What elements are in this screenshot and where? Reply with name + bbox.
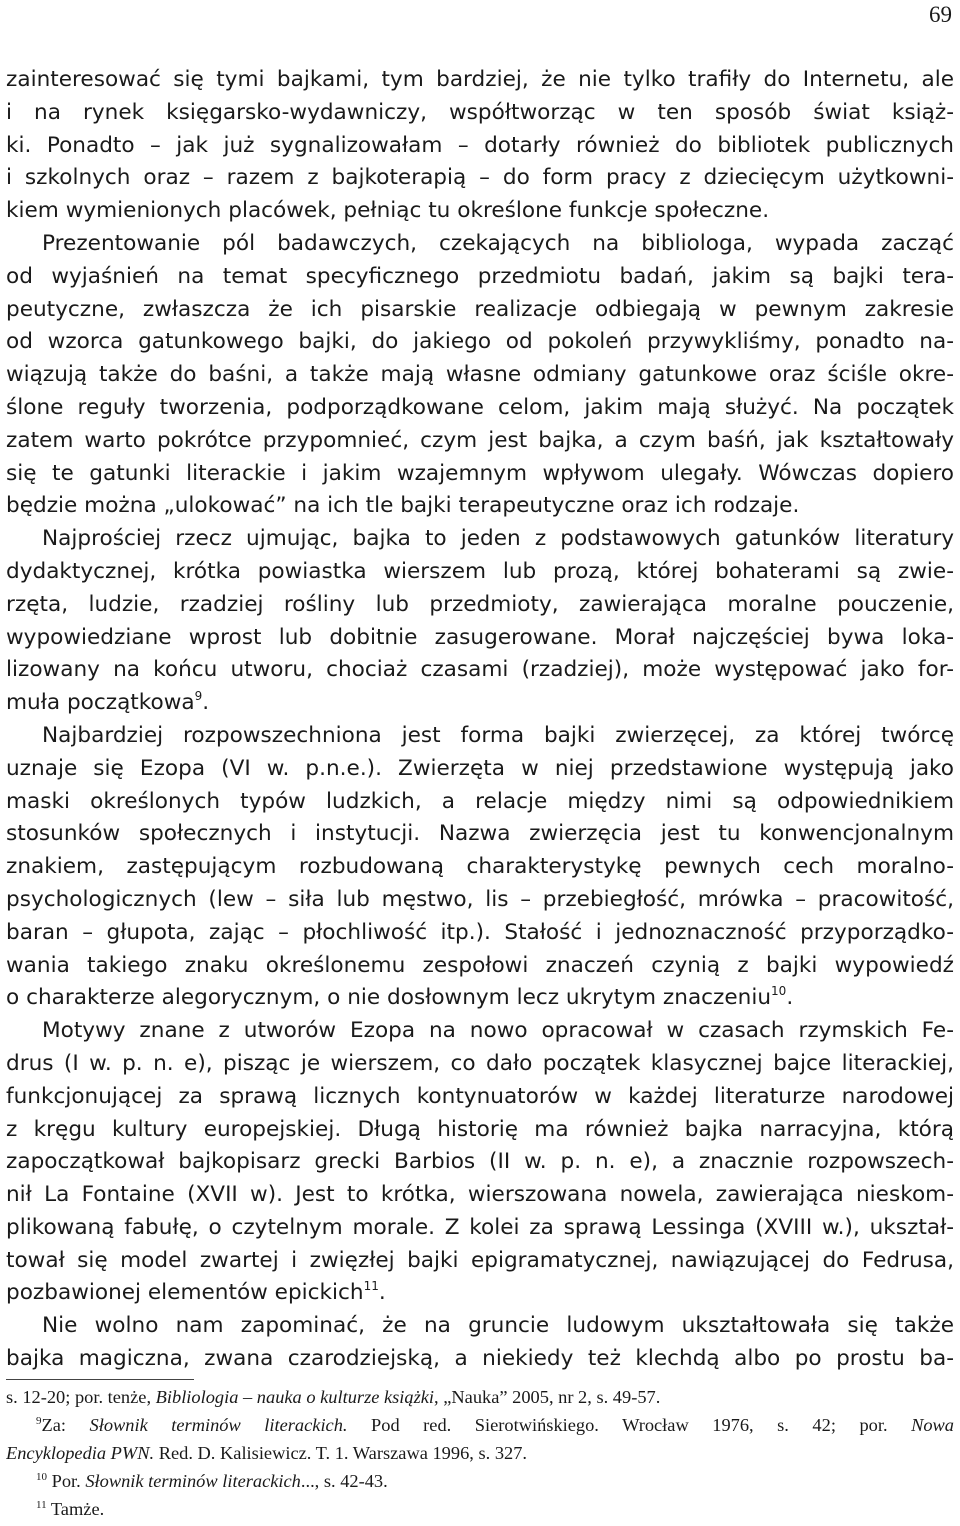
footnote-text: s. 12-20; por. tenże, [6, 1387, 156, 1407]
footnote-title: Słownik terminów literackich [85, 1471, 301, 1491]
text-line: nił La Fontaine (XVII w). Jest to krótka, wierszowana nowela, zawierająca nieskom- [6, 1182, 954, 1208]
text-line: peutyczne, zwłaszcza że ich pisarskie realizacje odbiegają w pewnym zakresie [6, 296, 954, 322]
text-line: zapoczątkował bajkopisarz grecki Barbios (II w. p. n. e), a znacznie rozpowszech- [6, 1149, 954, 1175]
text-line: rzęta, ludzie, rzadziej rośliny lub przedmioty, zawierająca moralne pouczenie, [6, 591, 954, 617]
footnote-title: Słownik terminów literackich. [89, 1415, 348, 1435]
text-line: kiem wymienionych placówek, pełniąc tu określone funkcje społeczne. [6, 198, 770, 224]
footnotes [6, 1383, 954, 1523]
footnote-title: Bibliologia – nauka o kulturze książki [155, 1387, 435, 1407]
text-line: wiązują także do baśni, a także mają własne odmiany gatunkowe oraz ściśle okre- [6, 362, 954, 388]
text-line: i na rynek księgarsko-wydawniczy, współtworząc w ten sposób świat książ- [6, 99, 954, 125]
footnote-title: Encyklopedia PWN. [6, 1443, 155, 1463]
footnote-number: 11 [36, 1499, 47, 1511]
body-text [6, 64, 954, 1376]
footnote-text: Por. [47, 1471, 86, 1491]
text-line: zatem warto pokrótce przypomnieć, czym jest bajka, a czym baśń, jak kształtowały [6, 427, 954, 453]
footnote-text: Pod red. Sierotwińskiego. Wrocław 1976, s. 42; por. [347, 1415, 912, 1435]
text-line: ki. Ponadto – jak już sygnalizowałam – dotarły również do bibliotek publicznych [6, 132, 954, 158]
text-line: baran – głupota, zając – płochliwość itp.). Stałość i jednoznaczność przyporządko- [6, 919, 954, 945]
text-line: drus (I w. p. n. e), pisząc je wierszem, co dało początek klasycznej bajce literackiej, [6, 1050, 954, 1076]
footnote-continuation [6, 1383, 954, 1411]
footnote-text: Tamże. [46, 1499, 105, 1519]
text-line: od wyjaśnień na temat specyficznego przedmiotu badań, jakim są bajki tera- [6, 263, 954, 289]
text-line: plikowaną fabułę, o czytelnym morale. Z kolei za sprawą Lessinga (XVIII w.), ukształ- [6, 1214, 954, 1240]
text-line: stosunków społecznych i instytucji. Nazwa zwierzęcia jest tu konwencjonalnym [6, 821, 954, 847]
sentence-end: . [378, 1280, 386, 1306]
text-line: uznaje się Ezopa (VI w. p.n.e.). Zwierzęta w niej przedstawione występują jako [6, 755, 954, 781]
footnote-text: ..., s. 42-43. [300, 1471, 388, 1491]
text-line: bajka magiczna, zwana czarodziejską, a niekiedy też klechdą albo po prostu ba- [6, 1346, 954, 1372]
footnote-title: Nowa [911, 1415, 954, 1435]
footnote-11 [6, 1495, 954, 1523]
text-line: wania takiego znaku określonemu zespołowi znaczeń czynią z bajki wypowiedź [6, 952, 954, 978]
text-line-content: muła początkowa [6, 690, 195, 716]
footnote-text: Za: [41, 1415, 90, 1435]
footnote-9-continuation [6, 1439, 954, 1467]
text-line: dydaktycznej, krótka powiastka wierszem lub prozą, której bohaterami są zwie- [6, 558, 954, 584]
text-line: ślone reguły tworzenia, podporządkowane celom, jakim mają służyć. Na początek [6, 394, 954, 420]
text-line [6, 687, 954, 720]
text-line: funkcjonującej za sprawą licznych kontynuatorów w każdej literaturze narodowej [6, 1083, 954, 1109]
text-line: Motywy znane z utworów Ezopa na nowo opracował w czasach rzymskich Fe- [42, 1018, 954, 1044]
footnote-ref[interactable]: 9 [194, 689, 203, 704]
footnote-10 [6, 1467, 954, 1495]
footnote-ref[interactable]: 10 [771, 984, 787, 999]
text-line [6, 982, 954, 1015]
text-line: wypowiedziane wprost lub dobitnie zasugerowane. Morał najczęściej bywa loka- [6, 624, 954, 650]
text-line-content: pozbawionej elementów epickich [6, 1280, 364, 1306]
text-line: maski określonych typów ludzkich, a relacje między nimi są odpowiednikiem [6, 788, 954, 814]
text-line: i szkolnych oraz – razem z bajkoterapią – do form pracy z dziecięcym użytkowni- [6, 165, 954, 191]
footnote-ref[interactable]: 11 [363, 1279, 379, 1294]
text-line: Najbardziej rozpowszechniona jest forma bajki zwierzęcej, za której twórcę [42, 722, 954, 748]
text-line: Prezentowanie pól badawczych, czekających na bibliologa, wypada zacząć [42, 230, 954, 256]
text-line: psychologicznych (lew – siła lub męstwo, lis – przebiegłość, mrówka – pracowitość, [6, 886, 954, 912]
text-line: Najprościej rzecz ujmując, bajka to jeden z podstawowych gatunków literatury [42, 526, 954, 552]
footnote-divider [6, 1379, 194, 1380]
text-line: od wzorca gatunkowego bajki, do jakiego od pokoleń przywykliśmy, ponadto na- [6, 329, 954, 355]
text-line: lizowany na końcu utworu, chociaż czasami (rzadziej), może występować jako for- [6, 657, 954, 683]
sentence-end: . [786, 985, 794, 1011]
text-line: zainteresować się tymi bajkami, tym bardziej, że nie tylko trafiły do Internetu, ale [6, 67, 954, 92]
footnote-9 [6, 1411, 954, 1439]
text-line-content: o charakterze alegorycznym, o nie dosłownym lecz ukrytym znaczeniu [6, 985, 772, 1011]
footnote-number: 9 [36, 1415, 42, 1427]
footnote-text: , „Nauka” 2005, nr 2, s. 49-57. [434, 1387, 661, 1407]
text-line: się te gatunki literackie i jakim wzajemnym wpływom ulegały. Wówczas dopiero [6, 460, 954, 486]
text-line: Nie wolno nam zapominać, że na gruncie ludowym ukształtowała się także [42, 1313, 954, 1339]
footnote-number: 10 [36, 1471, 47, 1483]
text-line: znakiem, zastępującym rozbudowaną charakterystykę pewnych cech moralno- [6, 854, 954, 880]
sentence-end: . [202, 690, 210, 716]
text-line [6, 1277, 954, 1310]
text-line: tował się model zwartej i zwięzłej bajki epigramatycznej, nawiązującej do Fedrusa, [6, 1247, 954, 1273]
text-line: z kręgu kultury europejskiej. Długą historię ma również bajka narracyjna, którą [6, 1116, 954, 1142]
text-line: będzie można „ulokować” na ich tle bajki terapeutyczne oraz ich rodzaje. [6, 493, 800, 519]
page-number: 69 [929, 2, 952, 27]
footnote-text: Red. D. Kalisiewicz. T. 1. Warszawa 1996, s. 327. [154, 1443, 528, 1463]
